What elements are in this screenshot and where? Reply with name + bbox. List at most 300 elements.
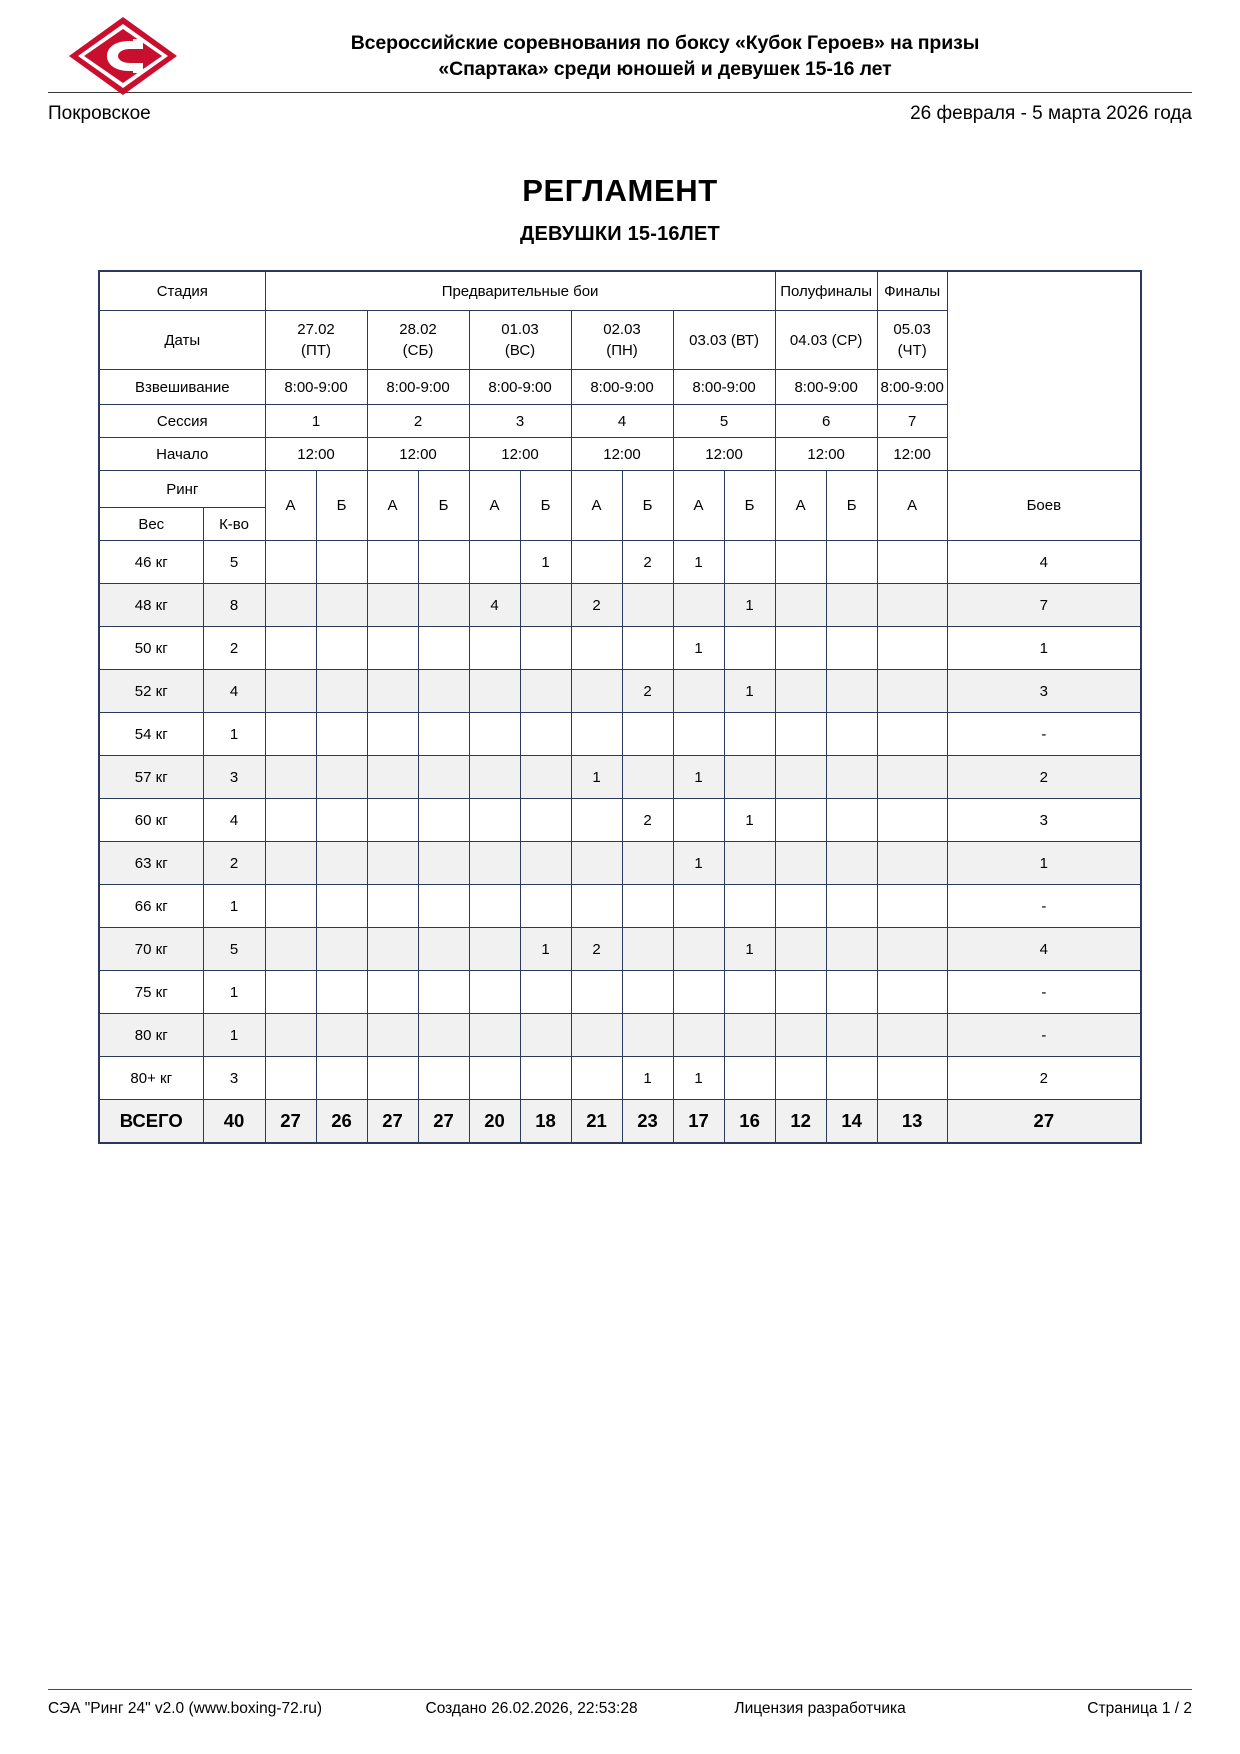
row-bouts-total: 2 (947, 756, 1141, 799)
bout-cell-r2-c1 (265, 584, 316, 627)
weighing-value-4: 8:00-9:00 (571, 370, 673, 405)
table-row (99, 928, 1141, 971)
weight-class-count: 4 (203, 670, 265, 713)
row-bouts-total: 4 (947, 541, 1141, 584)
footer-page-label: Страница 1 / 2 (1087, 1700, 1192, 1717)
date-header-6: 04.03 (СР) (775, 311, 877, 370)
bout-cell-r10-c13 (877, 928, 947, 971)
stage-label: Стадия (99, 271, 265, 311)
bout-cell-r8-c3 (367, 842, 418, 885)
bout-cell-r11-c5 (469, 971, 520, 1014)
row-bouts-total: - (947, 971, 1141, 1014)
weighing-value-1: 8:00-9:00 (265, 370, 367, 405)
bout-cell-r3-c4 (418, 627, 469, 670)
bout-cell-r3-c6 (520, 627, 571, 670)
bout-cell-r1-c2 (316, 541, 367, 584)
bout-cell-r2-c13 (877, 584, 947, 627)
bout-cell-r4-c6 (520, 670, 571, 713)
bout-cell-r2-c6 (520, 584, 571, 627)
date-header-5: 03.03 (ВТ) (673, 311, 775, 370)
start-value-7: 12:00 (877, 438, 947, 471)
weight-class-name: 70 кг (99, 928, 203, 971)
table-row (99, 842, 1141, 885)
bout-cell-r12-c7 (571, 1014, 622, 1057)
bout-cell-r6-c11 (775, 756, 826, 799)
bout-cell-r8-c13 (877, 842, 947, 885)
page-subtitle: ДЕВУШКИ 15-16ЛЕТ (520, 223, 720, 245)
bout-cell-r9-c13 (877, 885, 947, 928)
bout-cell-r4-c1 (265, 670, 316, 713)
bout-cell-r12-c2 (316, 1014, 367, 1057)
weighing-label: Взвешивание (99, 370, 265, 405)
session-value-4: 4 (571, 405, 673, 438)
table-row (99, 799, 1141, 842)
start-value-5: 12:00 (673, 438, 775, 471)
bout-cell-r3-c3 (367, 627, 418, 670)
start-label: Начало (99, 438, 265, 471)
bout-cell-r13-c13 (877, 1057, 947, 1100)
bout-cell-r9-c9 (673, 885, 724, 928)
bout-cell-r3-c5 (469, 627, 520, 670)
bout-cell-r12-c6 (520, 1014, 571, 1057)
schedule-table (98, 270, 1142, 1144)
bout-cell-r12-c4 (418, 1014, 469, 1057)
ring-column-2: Б (316, 471, 367, 541)
bout-cell-r9-c5 (469, 885, 520, 928)
logo-container (48, 15, 198, 97)
total-column-5: 20 (469, 1100, 520, 1144)
footer-license-label: Лицензия разработчика (734, 1700, 906, 1717)
stage-header-0: Предварительные бои (265, 271, 775, 311)
bout-cell-r9-c6 (520, 885, 571, 928)
bout-cell-r12-c5 (469, 1014, 520, 1057)
weight-class-name: 80+ кг (99, 1057, 203, 1100)
bout-cell-r9-c4 (418, 885, 469, 928)
table-row (99, 885, 1141, 928)
bout-cell-r4-c13 (877, 670, 947, 713)
bout-cell-r2-c9 (673, 584, 724, 627)
bout-cell-r8-c2 (316, 842, 367, 885)
schedule-table-container (48, 270, 1192, 1144)
ring-column-9: А (673, 471, 724, 541)
table-row (99, 584, 1141, 627)
bout-cell-r8-c6 (520, 842, 571, 885)
total-column-10: 16 (724, 1100, 775, 1144)
bout-cell-r5-c7 (571, 713, 622, 756)
bout-cell-r1-c8: 2 (622, 541, 673, 584)
bout-cell-r12-c11 (775, 1014, 826, 1057)
bout-cell-r7-c11 (775, 799, 826, 842)
bout-cell-r13-c4 (418, 1057, 469, 1100)
bout-cell-r3-c9: 1 (673, 627, 724, 670)
session-value-6: 6 (775, 405, 877, 438)
weighing-value-2: 8:00-9:00 (367, 370, 469, 405)
bout-cell-r10-c10: 1 (724, 928, 775, 971)
weight-class-count: 1 (203, 1014, 265, 1057)
total-column-12: 14 (826, 1100, 877, 1144)
ring-column-1: А (265, 471, 316, 541)
weight-class-count: 1 (203, 885, 265, 928)
document-header (48, 0, 1192, 86)
bout-cell-r6-c12 (826, 756, 877, 799)
bout-cell-r10-c5 (469, 928, 520, 971)
bout-cell-r7-c3 (367, 799, 418, 842)
bout-cell-r4-c4 (418, 670, 469, 713)
table-row (99, 713, 1141, 756)
total-count: 40 (203, 1100, 265, 1144)
bout-cell-r2-c3 (367, 584, 418, 627)
date-header-7: 05.03 (ЧТ) (877, 311, 947, 370)
weight-class-count: 1 (203, 971, 265, 1014)
bout-cell-r6-c13 (877, 756, 947, 799)
total-column-6: 18 (520, 1100, 571, 1144)
row-bouts-total: 3 (947, 670, 1141, 713)
stage-header-1: Полуфиналы (775, 271, 877, 311)
session-value-2: 2 (367, 405, 469, 438)
bout-cell-r4-c10: 1 (724, 670, 775, 713)
weight-class-count: 3 (203, 1057, 265, 1100)
bout-cell-r6-c6 (520, 756, 571, 799)
bout-cell-r9-c3 (367, 885, 418, 928)
bout-cell-r5-c8 (622, 713, 673, 756)
bout-cell-r7-c8: 2 (622, 799, 673, 842)
bout-cell-r2-c8 (622, 584, 673, 627)
weight-class-count: 2 (203, 627, 265, 670)
bout-cell-r13-c6 (520, 1057, 571, 1100)
bout-cell-r7-c7 (571, 799, 622, 842)
total-bouts: 27 (947, 1100, 1141, 1144)
weight-class-count: 1 (203, 713, 265, 756)
bout-cell-r10-c9 (673, 928, 724, 971)
bout-cell-r10-c3 (367, 928, 418, 971)
bout-cell-r11-c4 (418, 971, 469, 1014)
corner-blank-top (947, 271, 1141, 471)
bout-cell-r11-c9 (673, 971, 724, 1014)
start-value-3: 12:00 (469, 438, 571, 471)
bout-cell-r13-c5 (469, 1057, 520, 1100)
bout-cell-r11-c2 (316, 971, 367, 1014)
count-header: К-во (203, 508, 265, 541)
bout-cell-r13-c10 (724, 1057, 775, 1100)
total-column-11: 12 (775, 1100, 826, 1144)
bout-cell-r5-c4 (418, 713, 469, 756)
event-dates: 26 февраля - 5 марта 2026 года (910, 103, 1192, 124)
bout-cell-r3-c1 (265, 627, 316, 670)
weight-class-name: 50 кг (99, 627, 203, 670)
stage-header-2: Финалы (877, 271, 947, 311)
bout-cell-r2-c10: 1 (724, 584, 775, 627)
bout-cell-r6-c7: 1 (571, 756, 622, 799)
bout-cell-r4-c11 (775, 670, 826, 713)
row-bouts-total: 3 (947, 799, 1141, 842)
bout-cell-r10-c1 (265, 928, 316, 971)
bout-cell-r13-c9: 1 (673, 1057, 724, 1100)
header-title-block (198, 30, 1192, 82)
bout-cell-r11-c7 (571, 971, 622, 1014)
bout-cell-r10-c8 (622, 928, 673, 971)
bout-cell-r5-c5 (469, 713, 520, 756)
weight-class-name: 66 кг (99, 885, 203, 928)
bout-cell-r6-c4 (418, 756, 469, 799)
table-row (99, 756, 1141, 799)
table-total-row (99, 1100, 1141, 1144)
bout-cell-r7-c10: 1 (724, 799, 775, 842)
bout-cell-r3-c11 (775, 627, 826, 670)
bout-cell-r8-c8 (622, 842, 673, 885)
session-value-1: 1 (265, 405, 367, 438)
weight-class-name: 46 кг (99, 541, 203, 584)
bout-cell-r8-c4 (418, 842, 469, 885)
event-title-line-1: Всероссийские соревнования по боксу «Кубок Героев» на призы (350, 32, 980, 54)
bout-cell-r9-c11 (775, 885, 826, 928)
bout-cell-r3-c8 (622, 627, 673, 670)
table-row (99, 1014, 1141, 1057)
bout-cell-r13-c1 (265, 1057, 316, 1100)
ring-column-12: Б (826, 471, 877, 541)
bout-cell-r7-c12 (826, 799, 877, 842)
bout-cell-r12-c1 (265, 1014, 316, 1057)
bout-cell-r9-c7 (571, 885, 622, 928)
row-bouts-total: - (947, 885, 1141, 928)
bout-cell-r9-c12 (826, 885, 877, 928)
bout-cell-r12-c8 (622, 1014, 673, 1057)
footer-system-label: СЭА "Ринг 24" v2.0 (www.boxing-72.ru) (48, 1700, 322, 1717)
bout-cell-r8-c11 (775, 842, 826, 885)
weight-class-name: 60 кг (99, 799, 203, 842)
bout-cell-r13-c7 (571, 1057, 622, 1100)
bout-cell-r12-c13 (877, 1014, 947, 1057)
table-row (99, 541, 1141, 584)
bout-cell-r11-c13 (877, 971, 947, 1014)
bout-cell-r13-c12 (826, 1057, 877, 1100)
bout-cell-r4-c8: 2 (622, 670, 673, 713)
ring-column-3: А (367, 471, 418, 541)
row-bouts-total: 2 (947, 1057, 1141, 1100)
bout-cell-r9-c2 (316, 885, 367, 928)
row-bouts-total: 7 (947, 584, 1141, 627)
ring-column-5: А (469, 471, 520, 541)
total-column-2: 26 (316, 1100, 367, 1144)
bout-cell-r1-c4 (418, 541, 469, 584)
row-bouts-total: - (947, 1014, 1141, 1057)
bout-cell-r2-c5: 4 (469, 584, 520, 627)
ring-label: Ринг (99, 471, 265, 508)
bout-cell-r6-c5 (469, 756, 520, 799)
bout-cell-r1-c3 (367, 541, 418, 584)
bout-cell-r1-c6: 1 (520, 541, 571, 584)
weighing-value-7: 8:00-9:00 (877, 370, 947, 405)
bout-cell-r8-c5 (469, 842, 520, 885)
bout-cell-r2-c4 (418, 584, 469, 627)
bout-cell-r4-c5 (469, 670, 520, 713)
bout-cell-r5-c6 (520, 713, 571, 756)
bout-cell-r10-c4 (418, 928, 469, 971)
event-title-line-2: «Спартака» среди юношей и девушек 15-16 лет (438, 58, 892, 80)
ring-column-11: А (775, 471, 826, 541)
bout-cell-r1-c7 (571, 541, 622, 584)
row-ring (99, 471, 1141, 508)
bout-cell-r8-c12 (826, 842, 877, 885)
bout-cell-r4-c7 (571, 670, 622, 713)
bout-cell-r11-c8 (622, 971, 673, 1014)
bout-cell-r7-c2 (316, 799, 367, 842)
bout-cell-r11-c10 (724, 971, 775, 1014)
bout-cell-r13-c3 (367, 1057, 418, 1100)
page-title: РЕГЛАМЕНТ (522, 173, 718, 208)
bout-cell-r5-c10 (724, 713, 775, 756)
total-column-1: 27 (265, 1100, 316, 1144)
bout-cell-r4-c2 (316, 670, 367, 713)
weight-class-count: 4 (203, 799, 265, 842)
row-stage (99, 271, 1141, 311)
bout-cell-r5-c13 (877, 713, 947, 756)
total-column-3: 27 (367, 1100, 418, 1144)
bout-cell-r4-c12 (826, 670, 877, 713)
weight-class-count: 8 (203, 584, 265, 627)
bout-cell-r5-c9 (673, 713, 724, 756)
start-value-4: 12:00 (571, 438, 673, 471)
bout-cell-r2-c11 (775, 584, 826, 627)
bout-cell-r5-c1 (265, 713, 316, 756)
bout-cell-r10-c6: 1 (520, 928, 571, 971)
weight-class-name: 48 кг (99, 584, 203, 627)
bout-cell-r3-c13 (877, 627, 947, 670)
total-column-13: 13 (877, 1100, 947, 1144)
weight-class-name: 52 кг (99, 670, 203, 713)
event-location: Покровское (48, 103, 151, 124)
bout-cell-r6-c1 (265, 756, 316, 799)
footer-created-label: Создано 26.02.2026, 22:53:28 (425, 1700, 638, 1717)
weight-class-name: 63 кг (99, 842, 203, 885)
weight-class-count: 2 (203, 842, 265, 885)
weighing-value-6: 8:00-9:00 (775, 370, 877, 405)
spartak-logo-icon (67, 15, 179, 97)
bout-cell-r8-c9: 1 (673, 842, 724, 885)
bout-cell-r5-c3 (367, 713, 418, 756)
table-row (99, 971, 1141, 1014)
bout-cell-r13-c8: 1 (622, 1057, 673, 1100)
bout-cell-r1-c11 (775, 541, 826, 584)
event-meta-row (48, 93, 1192, 129)
bout-cell-r10-c12 (826, 928, 877, 971)
bout-cell-r5-c12 (826, 713, 877, 756)
bout-cell-r3-c7 (571, 627, 622, 670)
ring-column-7: А (571, 471, 622, 541)
bout-cell-r13-c11 (775, 1057, 826, 1100)
bout-cell-r7-c4 (418, 799, 469, 842)
bout-cell-r6-c3 (367, 756, 418, 799)
bout-cell-r6-c9: 1 (673, 756, 724, 799)
bout-cell-r1-c10 (724, 541, 775, 584)
weighing-value-5: 8:00-9:00 (673, 370, 775, 405)
ring-column-4: Б (418, 471, 469, 541)
bout-cell-r9-c8 (622, 885, 673, 928)
total-column-8: 23 (622, 1100, 673, 1144)
bout-cell-r11-c6 (520, 971, 571, 1014)
start-value-1: 12:00 (265, 438, 367, 471)
date-header-4: 02.03 (ПН) (571, 311, 673, 370)
bout-cell-r12-c9 (673, 1014, 724, 1057)
ring-column-10: Б (724, 471, 775, 541)
row-bouts-total: 1 (947, 842, 1141, 885)
total-label: ВСЕГО (99, 1100, 203, 1144)
dates-label: Даты (99, 311, 265, 370)
bout-cell-r8-c10 (724, 842, 775, 885)
bouts-header: Боев (947, 471, 1141, 541)
bout-cell-r10-c11 (775, 928, 826, 971)
total-column-7: 21 (571, 1100, 622, 1144)
bout-cell-r2-c2 (316, 584, 367, 627)
row-bouts-total: 4 (947, 928, 1141, 971)
bout-cell-r12-c12 (826, 1014, 877, 1057)
session-value-7: 7 (877, 405, 947, 438)
date-header-3: 01.03 (ВС) (469, 311, 571, 370)
bout-cell-r9-c1 (265, 885, 316, 928)
bout-cell-r8-c1 (265, 842, 316, 885)
row-bouts-total: - (947, 713, 1141, 756)
bout-cell-r4-c3 (367, 670, 418, 713)
bout-cell-r3-c2 (316, 627, 367, 670)
table-row (99, 670, 1141, 713)
bout-cell-r1-c1 (265, 541, 316, 584)
bout-cell-r8-c7 (571, 842, 622, 885)
bout-cell-r3-c10 (724, 627, 775, 670)
session-label: Сессия (99, 405, 265, 438)
weight-class-name: 54 кг (99, 713, 203, 756)
bout-cell-r3-c12 (826, 627, 877, 670)
bout-cell-r1-c13 (877, 541, 947, 584)
bout-cell-r4-c9 (673, 670, 724, 713)
bout-cell-r10-c2 (316, 928, 367, 971)
weighing-value-3: 8:00-9:00 (469, 370, 571, 405)
weight-class-name: 75 кг (99, 971, 203, 1014)
bout-cell-r1-c9: 1 (673, 541, 724, 584)
table-row (99, 1057, 1141, 1100)
bout-cell-r12-c3 (367, 1014, 418, 1057)
weight-class-count: 3 (203, 756, 265, 799)
ring-column-8: Б (622, 471, 673, 541)
row-bouts-total: 1 (947, 627, 1141, 670)
total-column-4: 27 (418, 1100, 469, 1144)
weight-class-name: 57 кг (99, 756, 203, 799)
footer-divider (48, 1689, 1192, 1690)
bout-cell-r10-c7: 2 (571, 928, 622, 971)
bout-cell-r7-c1 (265, 799, 316, 842)
start-value-6: 12:00 (775, 438, 877, 471)
bout-cell-r1-c12 (826, 541, 877, 584)
weight-header: Вес (99, 508, 203, 541)
bout-cell-r7-c13 (877, 799, 947, 842)
bout-cell-r11-c1 (265, 971, 316, 1014)
page-footer (48, 1689, 1192, 1718)
bout-cell-r6-c8 (622, 756, 673, 799)
date-header-2: 28.02 (СБ) (367, 311, 469, 370)
bout-cell-r7-c9 (673, 799, 724, 842)
ring-column-13: А (877, 471, 947, 541)
bout-cell-r2-c7: 2 (571, 584, 622, 627)
table-row (99, 627, 1141, 670)
bout-cell-r11-c11 (775, 971, 826, 1014)
bout-cell-r12-c10 (724, 1014, 775, 1057)
bout-cell-r11-c3 (367, 971, 418, 1014)
bout-cell-r6-c10 (724, 756, 775, 799)
bout-cell-r11-c12 (826, 971, 877, 1014)
bout-cell-r5-c11 (775, 713, 826, 756)
bout-cell-r5-c2 (316, 713, 367, 756)
weight-class-name: 80 кг (99, 1014, 203, 1057)
bout-cell-r7-c6 (520, 799, 571, 842)
bout-cell-r9-c10 (724, 885, 775, 928)
